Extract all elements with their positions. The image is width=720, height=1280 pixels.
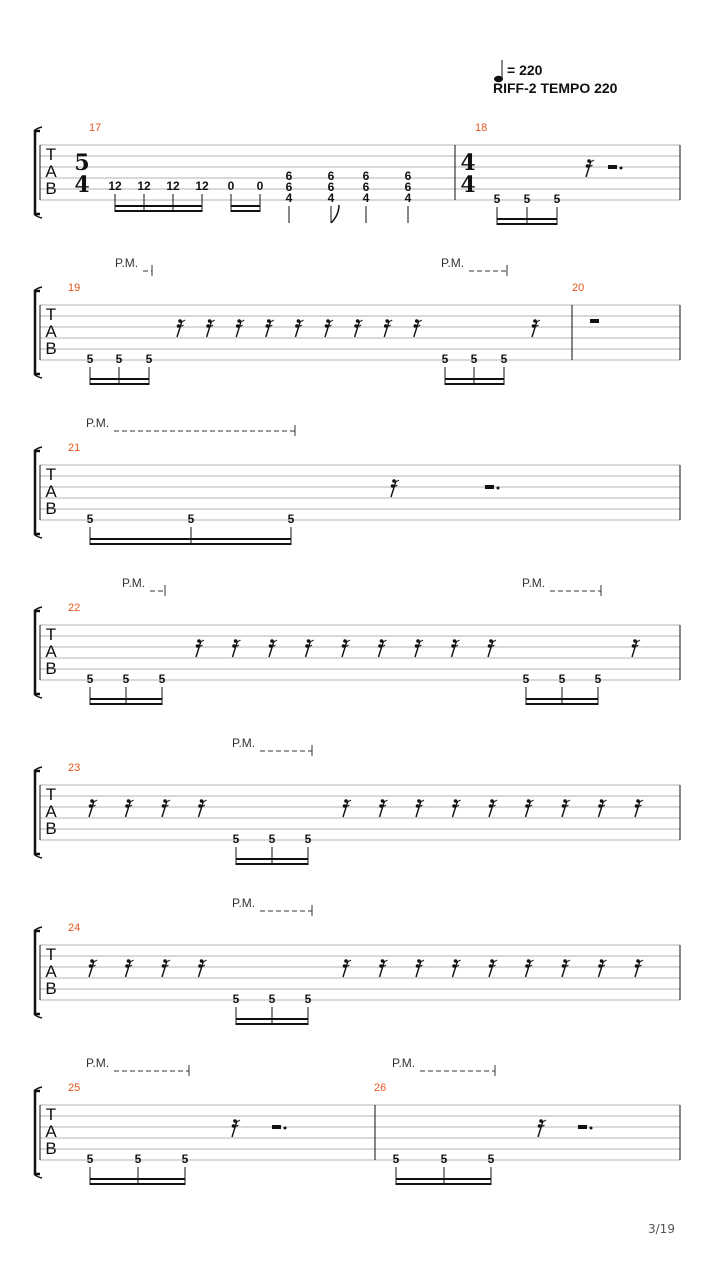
palm-mute-label: P.M. bbox=[232, 736, 256, 750]
fret-number: 5 bbox=[181, 1152, 189, 1166]
sixteenth-rest bbox=[489, 801, 494, 817]
rest-dot bbox=[590, 1127, 593, 1130]
tab-clef-letter: B bbox=[45, 179, 57, 198]
fret-number: 12 bbox=[137, 179, 151, 193]
sixteenth-rest bbox=[635, 801, 640, 817]
tab-staff bbox=[34, 122, 680, 225]
system-bracket bbox=[35, 291, 40, 374]
sixteenth-rest bbox=[453, 801, 458, 817]
tab-clef-letter: B bbox=[45, 1139, 57, 1158]
measure-number: 24 bbox=[68, 922, 81, 934]
sixteenth-rest bbox=[526, 801, 531, 817]
tab-clef-letter: T bbox=[45, 465, 57, 484]
sixteenth-rest bbox=[233, 641, 238, 657]
fret-number: 5 bbox=[558, 672, 566, 686]
sixteenth-rest bbox=[295, 321, 300, 337]
sixteenth-rest bbox=[489, 961, 494, 977]
fret-number: 6 bbox=[404, 180, 412, 194]
tab-clef-letter: A bbox=[45, 1122, 57, 1141]
tab-clef-letter: T bbox=[45, 785, 57, 804]
tab-clef-letter: A bbox=[45, 802, 57, 821]
fret-number: 5 bbox=[134, 1152, 142, 1166]
sixteenth-rest bbox=[269, 641, 274, 657]
palm-mute-label: P.M. bbox=[86, 1056, 110, 1070]
time-signature-denominator: 4 bbox=[460, 172, 476, 198]
tab-staff bbox=[34, 1056, 680, 1185]
tab-clef-letter: B bbox=[45, 659, 57, 678]
sixteenth-rest bbox=[538, 1121, 543, 1137]
rest-dot bbox=[284, 1127, 287, 1130]
sixteenth-rest bbox=[599, 961, 604, 977]
fret-number: 5 bbox=[86, 512, 94, 526]
measure-number: 18 bbox=[475, 122, 488, 134]
sixteenth-rest bbox=[199, 801, 204, 817]
tab-clef-letter: B bbox=[45, 819, 57, 838]
system-bracket bbox=[35, 931, 40, 1014]
sixteenth-rest bbox=[207, 321, 212, 337]
fret-number: 0 bbox=[227, 179, 235, 193]
tab-clef-letter: A bbox=[45, 482, 57, 501]
fret-number: 5 bbox=[145, 352, 153, 366]
sixteenth-rest bbox=[532, 321, 537, 337]
sixteenth-rest bbox=[586, 161, 591, 177]
dotted-half-rest bbox=[608, 165, 617, 169]
fret-number: 5 bbox=[187, 512, 195, 526]
fret-number: 5 bbox=[287, 512, 295, 526]
tab-clef-letter: A bbox=[45, 322, 57, 341]
fret-number: 12 bbox=[108, 179, 122, 193]
tempo-marker: RIFF-2 TEMPO 220 bbox=[493, 80, 618, 96]
fret-number: 5 bbox=[500, 352, 508, 366]
fret-number: 5 bbox=[594, 672, 602, 686]
fret-number: 6 bbox=[362, 169, 370, 183]
sixteenth-rest bbox=[453, 961, 458, 977]
tab-clef-letter: T bbox=[45, 1105, 57, 1124]
fret-number: 5 bbox=[232, 832, 240, 846]
measure-number: 23 bbox=[68, 762, 81, 774]
palm-mute-label: P.M. bbox=[86, 416, 110, 430]
fret-number: 5 bbox=[441, 352, 449, 366]
tempo-value: = 220 bbox=[507, 62, 543, 78]
rest-dot bbox=[620, 167, 623, 170]
fret-number: 5 bbox=[440, 1152, 448, 1166]
sixteenth-rest bbox=[380, 961, 385, 977]
measure-number: 17 bbox=[89, 122, 102, 134]
sixteenth-rest bbox=[342, 641, 347, 657]
measure-number: 26 bbox=[374, 1082, 387, 1094]
whole-rest bbox=[590, 319, 599, 323]
sixteenth-rest bbox=[391, 481, 396, 497]
tempo-block bbox=[493, 60, 673, 120]
fret-number: 5 bbox=[268, 992, 276, 1006]
sixteenth-rest bbox=[384, 321, 389, 337]
measure-number: 20 bbox=[572, 282, 585, 294]
fret-number: 6 bbox=[362, 180, 370, 194]
palm-mute-label: P.M. bbox=[122, 576, 146, 590]
fret-number: 5 bbox=[86, 672, 94, 686]
tab-staff bbox=[34, 256, 680, 385]
fret-number: 5 bbox=[86, 352, 94, 366]
sixteenth-rest bbox=[126, 801, 131, 817]
fret-number: 5 bbox=[470, 352, 478, 366]
sixteenth-rest bbox=[177, 321, 182, 337]
system-bracket bbox=[35, 1091, 40, 1174]
sixteenth-rest bbox=[416, 961, 421, 977]
fret-number: 4 bbox=[404, 191, 412, 205]
sixteenth-rest bbox=[196, 641, 201, 657]
sixteenth-rest bbox=[343, 801, 348, 817]
tab-clef-letter: A bbox=[45, 642, 57, 661]
sixteenth-rest bbox=[416, 801, 421, 817]
fret-number: 4 bbox=[327, 191, 335, 205]
sixteenth-rest bbox=[325, 321, 330, 337]
tab-clef-letter: T bbox=[45, 625, 57, 644]
dotted-half-rest bbox=[272, 1125, 281, 1129]
eighth-flag bbox=[331, 205, 339, 223]
sixteenth-rest bbox=[635, 961, 640, 977]
palm-mute-label: P.M. bbox=[392, 1056, 416, 1070]
tab-clef-letter: B bbox=[45, 499, 57, 518]
sixteenth-rest bbox=[452, 641, 457, 657]
time-signature-numerator: 4 bbox=[460, 150, 476, 176]
measure-number: 21 bbox=[68, 442, 81, 454]
sixteenth-rest bbox=[488, 641, 493, 657]
fret-number: 6 bbox=[285, 169, 293, 183]
fret-number: 4 bbox=[285, 191, 293, 205]
time-signature-denominator: 4 bbox=[74, 172, 90, 198]
tab-clef-letter: A bbox=[45, 162, 57, 181]
tab-clef-letter: T bbox=[45, 145, 57, 164]
fret-number: 5 bbox=[392, 1152, 400, 1166]
tab-clef-letter: B bbox=[45, 979, 57, 998]
fret-number: 4 bbox=[362, 191, 370, 205]
tab-clef-letter: B bbox=[45, 339, 57, 358]
tab-staff bbox=[34, 736, 680, 865]
fret-number: 12 bbox=[195, 179, 209, 193]
sixteenth-rest bbox=[526, 961, 531, 977]
sixteenth-rest bbox=[562, 961, 567, 977]
sixteenth-rest bbox=[343, 961, 348, 977]
sixteenth-rest bbox=[562, 801, 567, 817]
fret-number: 6 bbox=[285, 180, 293, 194]
fret-number: 5 bbox=[523, 192, 531, 206]
tab-clef-letter: T bbox=[45, 305, 57, 324]
fret-number: 5 bbox=[487, 1152, 495, 1166]
system-bracket bbox=[35, 451, 40, 534]
fret-number: 5 bbox=[122, 672, 130, 686]
sixteenth-rest bbox=[232, 1121, 237, 1137]
tab-staff bbox=[34, 416, 680, 545]
sixteenth-rest bbox=[599, 801, 604, 817]
fret-number: 5 bbox=[304, 832, 312, 846]
fret-number: 5 bbox=[232, 992, 240, 1006]
sixteenth-rest bbox=[415, 641, 420, 657]
dotted-half-rest bbox=[485, 485, 494, 489]
fret-number: 0 bbox=[256, 179, 264, 193]
sixteenth-rest bbox=[162, 801, 167, 817]
measure-number: 19 bbox=[68, 282, 81, 294]
fret-number: 6 bbox=[327, 180, 335, 194]
measure-number: 22 bbox=[68, 602, 81, 614]
tab-staff bbox=[34, 576, 680, 705]
palm-mute-label: P.M. bbox=[232, 896, 256, 910]
page-number: 3/19 bbox=[648, 1222, 675, 1236]
tab-clef-letter: T bbox=[45, 945, 57, 964]
fret-number: 6 bbox=[404, 169, 412, 183]
tab-clef-letter: A bbox=[45, 962, 57, 981]
palm-mute-label: P.M. bbox=[115, 256, 139, 270]
sixteenth-rest bbox=[236, 321, 241, 337]
sixteenth-rest bbox=[89, 961, 94, 977]
measure-number: 25 bbox=[68, 1082, 81, 1094]
fret-number: 5 bbox=[158, 672, 166, 686]
sixteenth-rest bbox=[632, 641, 637, 657]
sixteenth-rest bbox=[199, 961, 204, 977]
palm-mute-label: P.M. bbox=[522, 576, 546, 590]
sixteenth-rest bbox=[380, 801, 385, 817]
system-bracket bbox=[35, 611, 40, 694]
fret-number: 5 bbox=[522, 672, 530, 686]
sixteenth-rest bbox=[414, 321, 419, 337]
sixteenth-rest bbox=[379, 641, 384, 657]
sixteenth-rest bbox=[355, 321, 360, 337]
palm-mute-label: P.M. bbox=[441, 256, 465, 270]
system-bracket bbox=[35, 771, 40, 854]
fret-number: 5 bbox=[268, 832, 276, 846]
dotted-half-rest bbox=[578, 1125, 587, 1129]
fret-number: 12 bbox=[166, 179, 180, 193]
rest-dot bbox=[497, 487, 500, 490]
sixteenth-rest bbox=[89, 801, 94, 817]
fret-number: 5 bbox=[115, 352, 123, 366]
tab-staff bbox=[34, 896, 680, 1025]
fret-number: 5 bbox=[553, 192, 561, 206]
sixteenth-rest bbox=[306, 641, 311, 657]
system-bracket bbox=[35, 131, 40, 214]
fret-number: 5 bbox=[493, 192, 501, 206]
sixteenth-rest bbox=[126, 961, 131, 977]
fret-number: 6 bbox=[327, 169, 335, 183]
fret-number: 5 bbox=[86, 1152, 94, 1166]
fret-number: 5 bbox=[304, 992, 312, 1006]
sixteenth-rest bbox=[266, 321, 271, 337]
time-signature-numerator: 5 bbox=[74, 150, 90, 176]
sixteenth-rest bbox=[162, 961, 167, 977]
